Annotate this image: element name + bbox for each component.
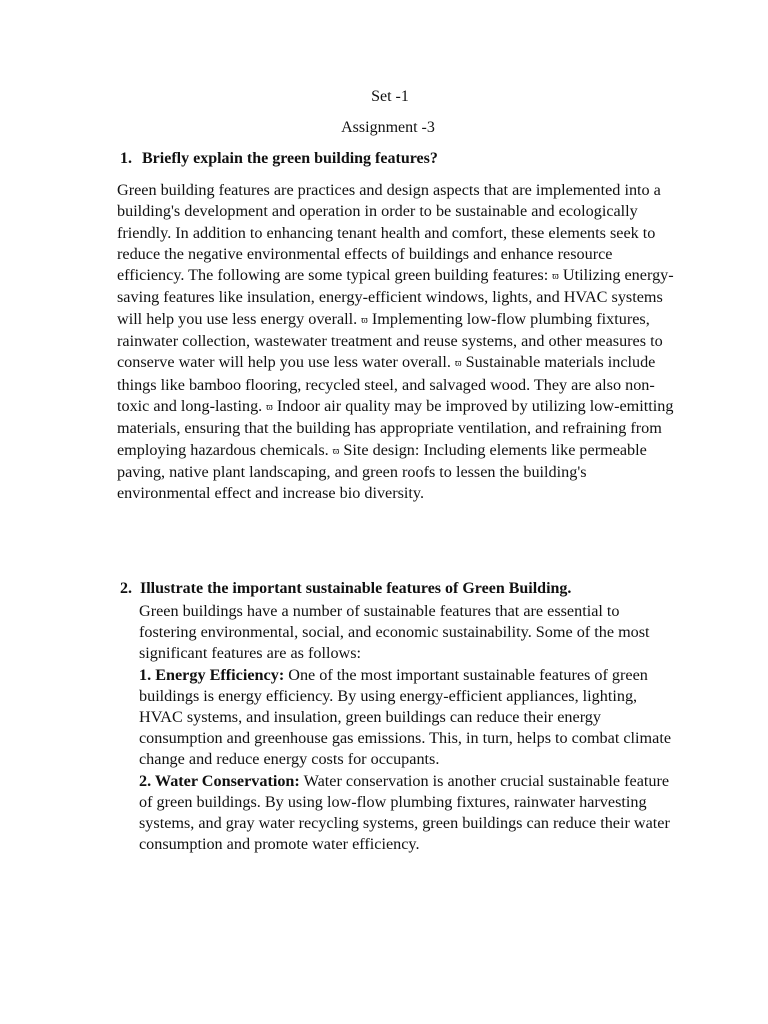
feature-text: Water conservation is another crucial sustainable feature of green buildings. By using low-flow plumbing fixtures, rainwater harvesting systems, and gray water recycling systems, green buildings can reduce their water consumption and promote water efficiency. [139, 771, 670, 854]
question-2-intro: Green buildings have a number of sustainable features that are essential to fostering environmental, social, and economic sustainability. Some of the most significant features are as follows: [139, 602, 650, 663]
bullet-icon: ϖ [552, 271, 559, 283]
set-label: Set -1 [371, 88, 409, 105]
question-2-heading [120, 580, 571, 598]
bullet-icon: ϖ [361, 314, 368, 326]
bullet-item: Site design: Including elements like permeable paving, native plant landscaping, and green roofs to lessen the building's environmental effect and increase bio diversity. [117, 440, 647, 503]
question-1-title: Briefly explain the green building features? [142, 150, 438, 167]
question-1-number: 1. [120, 150, 132, 167]
bullet-icon: ϖ [266, 401, 273, 413]
assignment-label: Assignment -3 [341, 119, 435, 136]
question-2-title: Illustrate the important sustainable features of Green Building. [140, 580, 572, 597]
feature-text: One of the most important sustainable features of green buildings is energy efficiency. By using energy-efficient appliances, lighting, HVAC systems, and insulation, green buildings can reduce their energy consumption and greenhouse gas emissions. This, in turn, helps to combat climate change and reduce energy costs for occupants. [139, 665, 672, 769]
feature-paragraph [139, 771, 679, 856]
question-2-answer [139, 601, 679, 855]
feature-label: 2. Water Conservation: [139, 771, 300, 790]
bullet-item: Indoor air quality may be improved by utilizing low-emitting materials, ensuring that the building has appropriate ventilation, and refraining from employing hazardous chemicals. [117, 396, 674, 459]
answer-intro: Green building features are practices and design aspects that are implemented into a building's development and operation in order to be sustainable and ecologically friendly. In addition to enhancing tenant health and comfort, these elements seek to reduce the negative environmental effects of buildings and enhance resource efficiency. The following are some typical green building features: [117, 181, 661, 285]
question-1-answer [117, 180, 682, 504]
bullet-item: Implementing low-flow plumbing fixtures, rainwater collection, wastewater treatment and reuse systems, and other measures to conserve water will help you use less water overall. [117, 309, 663, 372]
bullet-item: Sustainable materials include things like bamboo flooring, recycled steel, and salvaged wood. They are also non-toxic and long-lasting. [117, 353, 656, 415]
question-1-heading [120, 150, 438, 168]
bullet-item: Utilizing energy-saving features like insulation, energy-efficient windows, lights, and HVAC systems will help you use less energy overall. [117, 266, 674, 328]
feature-label: 1. Energy Efficiency: [139, 665, 285, 684]
bullet-icon: ϖ [455, 358, 462, 370]
bullet-icon: ϖ [332, 445, 340, 457]
feature-paragraph [139, 665, 679, 771]
question-2-number: 2. [120, 580, 132, 597]
